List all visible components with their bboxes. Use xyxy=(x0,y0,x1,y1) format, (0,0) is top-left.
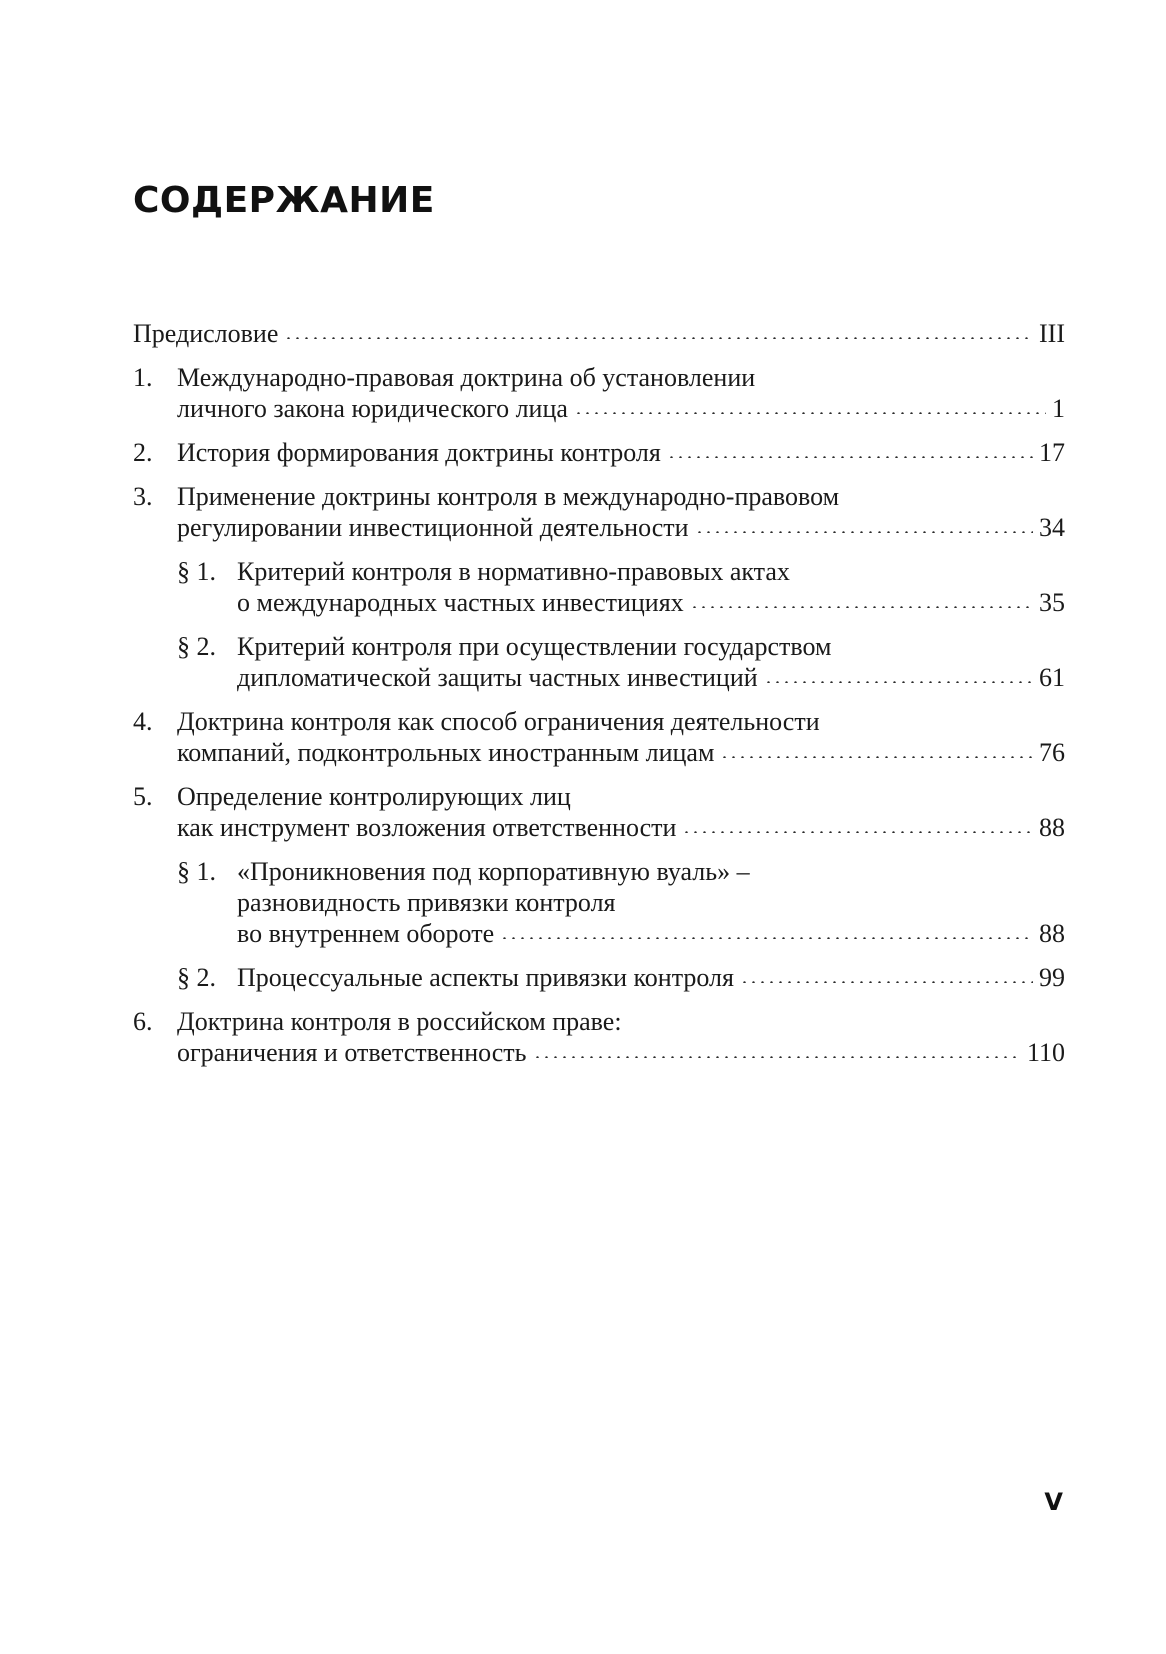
table-of-contents xyxy=(133,318,1065,1081)
toc-entry-title: Критерий контроля в нормативно-правовых актах xyxy=(237,557,790,586)
dot-leader xyxy=(720,756,1033,758)
toc-entry-title-cont: разновидность привязки контроля xyxy=(237,888,616,917)
toc-page-number: 88 xyxy=(1039,919,1065,948)
toc-entry-number: 4. xyxy=(133,707,153,736)
toc-entry-title-cont: регулировании инвестиционной деятельности xyxy=(177,513,689,542)
toc-entry-chapter-3-section-2[interactable] xyxy=(177,631,1065,693)
toc-entry-title: Определение контролирующих лиц xyxy=(177,782,571,811)
toc-page-number: 35 xyxy=(1039,588,1065,617)
dot-leader xyxy=(574,412,1046,414)
dot-leader xyxy=(533,1056,1021,1058)
toc-page-number: 61 xyxy=(1039,663,1065,692)
dot-leader xyxy=(667,456,1033,458)
toc-entry-chapter-3[interactable] xyxy=(133,481,1065,543)
toc-entry-title: «Проникновения под корпоративную вуаль» – xyxy=(237,857,750,886)
toc-page-number: 17 xyxy=(1039,438,1065,467)
toc-entry-title: Предисловие xyxy=(133,319,279,348)
toc-page-number: 1 xyxy=(1052,394,1065,423)
toc-page-number: 34 xyxy=(1039,513,1065,542)
toc-entry-number: § 1. xyxy=(177,557,216,586)
toc-entry-title: Критерий контроля при осуществлении государством xyxy=(237,632,832,661)
toc-entry-chapter-5-section-2[interactable] xyxy=(177,962,1065,993)
dot-leader xyxy=(740,981,1033,983)
toc-entry-title: Процессуальные аспекты привязки контроля xyxy=(237,963,734,992)
toc-page-number: 76 xyxy=(1039,738,1065,767)
toc-entry-title-cont: ограничения и ответственность xyxy=(177,1038,527,1067)
toc-entry-number: § 1. xyxy=(177,857,216,886)
toc-entry-title: Доктрина контроля в российском праве: xyxy=(177,1007,622,1036)
dot-leader xyxy=(695,531,1033,533)
toc-entry-number: 1. xyxy=(133,363,153,392)
dot-leader xyxy=(690,606,1033,608)
toc-entry-title-cont: личного закона юридического лица xyxy=(177,394,568,423)
toc-entry-number: 2. xyxy=(133,438,153,467)
dot-leader xyxy=(500,937,1033,939)
toc-page-number: 99 xyxy=(1039,963,1065,992)
toc-entry-title: Применение доктрины контроля в международно-правовом xyxy=(177,482,840,511)
toc-entry-chapter-1[interactable] xyxy=(133,362,1065,424)
toc-entry-title: Доктрина контроля как способ ограничения деятельности xyxy=(177,707,820,736)
toc-entry-number: 5. xyxy=(133,782,153,811)
toc-page-number: III xyxy=(1039,319,1065,348)
dot-leader xyxy=(682,831,1033,833)
toc-entry-chapter-2[interactable] xyxy=(133,437,1065,468)
toc-entry-number: 3. xyxy=(133,482,153,511)
toc-entry-title-cont: дипломатической защиты частных инвестиций xyxy=(237,663,758,692)
toc-entry-title-cont: компаний, подконтрольных иностранным лицам xyxy=(177,738,715,767)
toc-entry-chapter-5-section-1[interactable] xyxy=(177,856,1065,949)
dot-leader xyxy=(764,681,1033,683)
page-number: V xyxy=(1044,1488,1063,1516)
toc-entry-title-cont: как инструмент возложения ответственности xyxy=(177,813,677,842)
toc-entry-preface[interactable] xyxy=(133,318,1065,349)
toc-entry-title-cont: о международных частных инвестициях xyxy=(237,588,684,617)
toc-entry-number: § 2. xyxy=(177,632,216,661)
toc-entry-title-cont: во внутреннем обороте xyxy=(237,919,495,948)
toc-entry-number: § 2. xyxy=(177,963,216,992)
toc-page-number: 110 xyxy=(1026,1038,1065,1067)
toc-entry-title: История формирования доктрины контроля xyxy=(177,438,661,467)
toc-page-number: 88 xyxy=(1039,813,1065,842)
toc-entry-title: Международно-правовая доктрина об установлении xyxy=(177,363,756,392)
dot-leader xyxy=(284,337,1033,339)
toc-entry-chapter-6[interactable] xyxy=(133,1006,1065,1068)
page-title: СОДЕРЖАНИЕ xyxy=(133,180,435,221)
toc-entry-chapter-4[interactable] xyxy=(133,706,1065,768)
toc-entry-chapter-5[interactable] xyxy=(133,781,1065,843)
toc-entry-chapter-3-section-1[interactable] xyxy=(177,556,1065,618)
toc-entry-number: 6. xyxy=(133,1007,153,1036)
